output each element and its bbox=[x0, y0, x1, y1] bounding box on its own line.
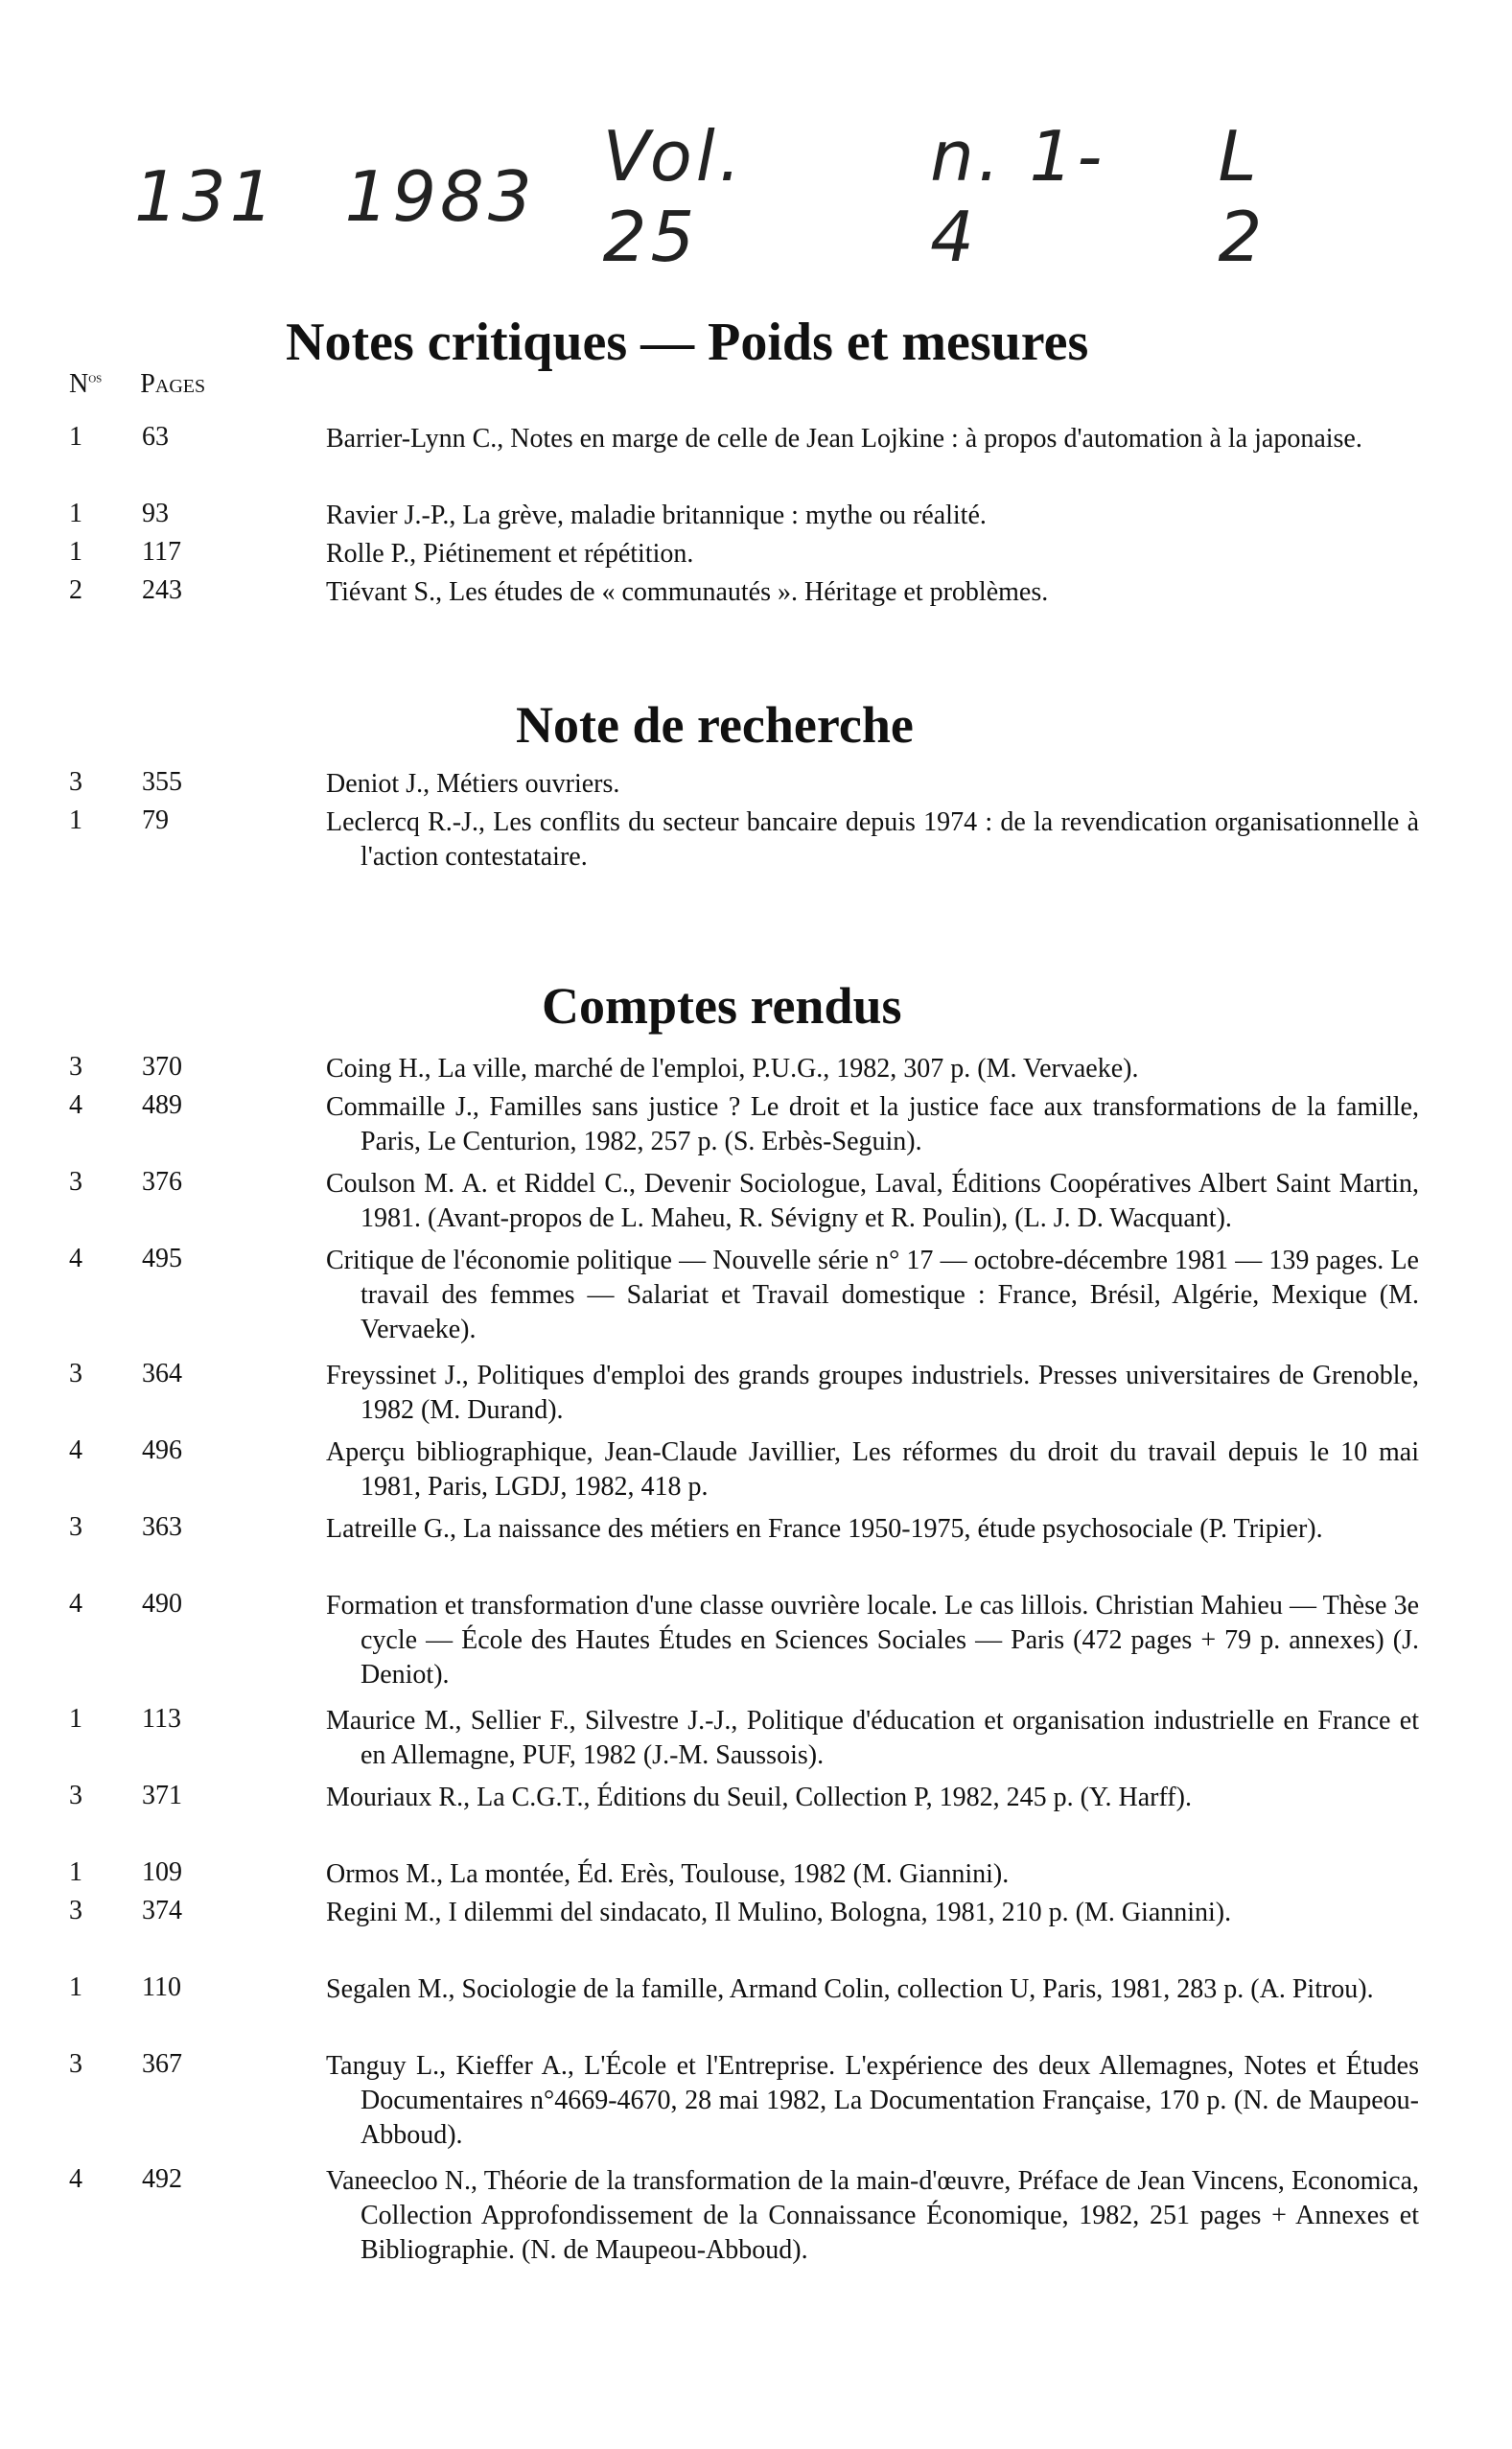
entry-number: 1 bbox=[69, 805, 82, 835]
entry-citation: Vaneecloo N., Théorie de la transformation de la main-d'œuvre, Préface de Jean Vincens, Economica, Collection Approfondissement de la Connaissance Économique, 1982, 251 pages + Annexes et Bibliographie. (N. de Maupeou-Abboud). bbox=[326, 2166, 1419, 2265]
section-title-note-de-recherche: Note de recherche bbox=[516, 696, 914, 754]
entry-citation: Coulson M. A. et Riddel C., Devenir Sociologue, Laval, Éditions Coopératives Albert Saint Martin, 1981. (Avant-propos de L. Maheu, R. Sévigny et R. Poulin), (L. J. D. Wacquant). bbox=[326, 1169, 1419, 1233]
entry-number: 1 bbox=[69, 537, 82, 567]
entry-page: 370 bbox=[142, 1052, 182, 1082]
entry-citation: Tiévant S., Les études de « communautés ». Héritage et problèmes. bbox=[326, 577, 1049, 607]
entry-page: 355 bbox=[142, 767, 182, 797]
entry-page: 109 bbox=[142, 1857, 182, 1887]
column-header-number: $N^{os}$ bbox=[69, 369, 103, 399]
entry-citation: Commaille J., Familles sans justice ? Le droit et la justice face aux transformations de la famille, Paris, Le Centurion, 1982, 257 p. (S. Erbès-Seguin). bbox=[326, 1092, 1419, 1156]
handwritten-year: 1983 bbox=[344, 156, 536, 237]
entry-number: 4 bbox=[69, 1244, 82, 1273]
entry-number: 3 bbox=[69, 1896, 82, 1925]
entry-page: 490 bbox=[142, 1589, 182, 1619]
entry-citation: Freyssinet J., Politiques d'emploi des grands groupes industriels. Presses universitaires de Grenoble, 1982 (M. Durand). bbox=[326, 1361, 1419, 1425]
entry-citation: Critique de l'économie politique — Nouvelle série n° 17 — octobre-décembre 1981 — 139 pages. Le travail des femmes — Salariat et Travail domestique : France, Brésil, Algérie, Mexique (M. Vervaeke). bbox=[326, 1246, 1419, 1344]
section-title-comptes-rendus: Comptes rendus bbox=[542, 977, 902, 1035]
entry-number: 3 bbox=[69, 1167, 82, 1197]
entry-citation: Latreille G., La naissance des métiers en France 1950-1975, étude psychosociale (P. Tripier). bbox=[326, 1514, 1323, 1544]
column-header bbox=[69, 369, 280, 400]
entry-number: 1 bbox=[69, 499, 82, 528]
entry-page: 371 bbox=[142, 1781, 182, 1810]
entry-number: 4 bbox=[69, 1589, 82, 1619]
entry-page: 489 bbox=[142, 1090, 182, 1120]
entry-page: 363 bbox=[142, 1512, 182, 1542]
entry-number: 1 bbox=[69, 1972, 82, 2002]
entry-page: 243 bbox=[142, 575, 182, 605]
entry-page: 492 bbox=[142, 2164, 182, 2194]
entry-citation: Deniot J., Métiers ouvriers. bbox=[326, 769, 620, 799]
handwritten-shelf-mark: L 2 bbox=[1218, 116, 1267, 277]
entry-page: 79 bbox=[142, 805, 169, 835]
entry-page: 63 bbox=[142, 422, 169, 452]
entry-page: 496 bbox=[142, 1435, 182, 1465]
entry-number: 3 bbox=[69, 1512, 82, 1542]
entry-page: 110 bbox=[142, 1972, 181, 2002]
column-header-pages: Pages bbox=[140, 369, 206, 399]
entry-number: 2 bbox=[69, 575, 82, 605]
entry-number: 4 bbox=[69, 2164, 82, 2194]
entry-citation: Tanguy L., Kieffer A., L'École et l'Entreprise. L'expérience des deux Allemagnes, Notes et Études Documentaires n°4669-4670, 28 mai 1982, La Documentation Française, 170 p. (N. de Maupeou-Abboud). bbox=[326, 2051, 1419, 2150]
entry-page: 367 bbox=[142, 2049, 182, 2079]
section-title-notes-critiques: Notes critiques — Poids et mesures bbox=[286, 313, 1089, 372]
entry-citation: Regini M., I dilemmi del sindacato, Il Mulino, Bologna, 1981, 210 p. (M. Giannini). bbox=[326, 1898, 1232, 1927]
entry-citation: Maurice M., Sellier F., Silvestre J.-J., Politique d'éducation et organisation industrielle en France et en Allemagne, PUF, 1982 (J.-M. Saussois). bbox=[326, 1706, 1419, 1770]
entry-citation: Rolle P., Piétinement et répétition. bbox=[326, 539, 694, 569]
entry-number: 3 bbox=[69, 1781, 82, 1810]
entry-page: 93 bbox=[142, 499, 169, 528]
entry-page: 376 bbox=[142, 1167, 182, 1197]
entry-number: 3 bbox=[69, 1052, 82, 1082]
entry-number: 4 bbox=[69, 1090, 82, 1120]
entry-number: 1 bbox=[69, 1857, 82, 1887]
entry-citation: Leclercq R.-J., Les conflits du secteur bancaire depuis 1974 : de la revendication organisationnelle à l'action contestataire. bbox=[326, 807, 1419, 872]
handwritten-volume: Vol. 25 bbox=[602, 116, 745, 277]
entry-citation: Segalen M., Sociologie de la famille, Armand Colin, collection U, Paris, 1981, 283 p. (A. Pitrou). bbox=[326, 1974, 1374, 2004]
entry-citation: Formation et transformation d'une classe ouvrière locale. Le cas lillois. Christian Mahieu — Thèse 3e cycle — École des Hautes Études en Sciences Sociales — Paris (472 pages + 79 p. annexes) (J. Deniot). bbox=[326, 1591, 1419, 1690]
entry-page: 117 bbox=[142, 537, 181, 567]
handwritten-annotation bbox=[134, 116, 1400, 277]
entry-number: 1 bbox=[69, 422, 82, 452]
entry-citation: Ormos M., La montée, Éd. Erès, Toulouse, 1982 (M. Giannini). bbox=[326, 1859, 1010, 1889]
entry-citation: Aperçu bibliographique, Jean-Claude Javillier, Les réformes du droit du travail depuis le 10 mai 1981, Paris, LGDJ, 1982, 418 p. bbox=[326, 1437, 1419, 1502]
entry-number: 3 bbox=[69, 767, 82, 797]
entry-citation: Mouriaux R., La C.G.T., Éditions du Seuil, Collection P, 1982, 245 p. (Y. Harff). bbox=[326, 1783, 1192, 1812]
entry-page: 364 bbox=[142, 1359, 182, 1388]
entry-number: 1 bbox=[69, 1704, 82, 1734]
entry-page: 495 bbox=[142, 1244, 182, 1273]
handwritten-volume-number: 131 bbox=[134, 156, 278, 237]
entry-citation: Barrier-Lynn C., Notes en marge de celle de Jean Lojkine : à propos d'automation à la japonaise. bbox=[326, 424, 1362, 454]
entry-citation: Ravier J.-P., La grève, maladie britannique : mythe ou réalité. bbox=[326, 501, 987, 530]
entry-number: 3 bbox=[69, 1359, 82, 1388]
handwritten-issue: n. 1-4 bbox=[930, 116, 1106, 277]
entry-citation: Coing H., La ville, marché de l'emploi, P.U.G., 1982, 307 p. (M. Vervaeke). bbox=[326, 1054, 1139, 1084]
entry-number: 3 bbox=[69, 2049, 82, 2079]
entry-page: 113 bbox=[142, 1704, 181, 1734]
entry-number: 4 bbox=[69, 1435, 82, 1465]
entry-page: 374 bbox=[142, 1896, 182, 1925]
